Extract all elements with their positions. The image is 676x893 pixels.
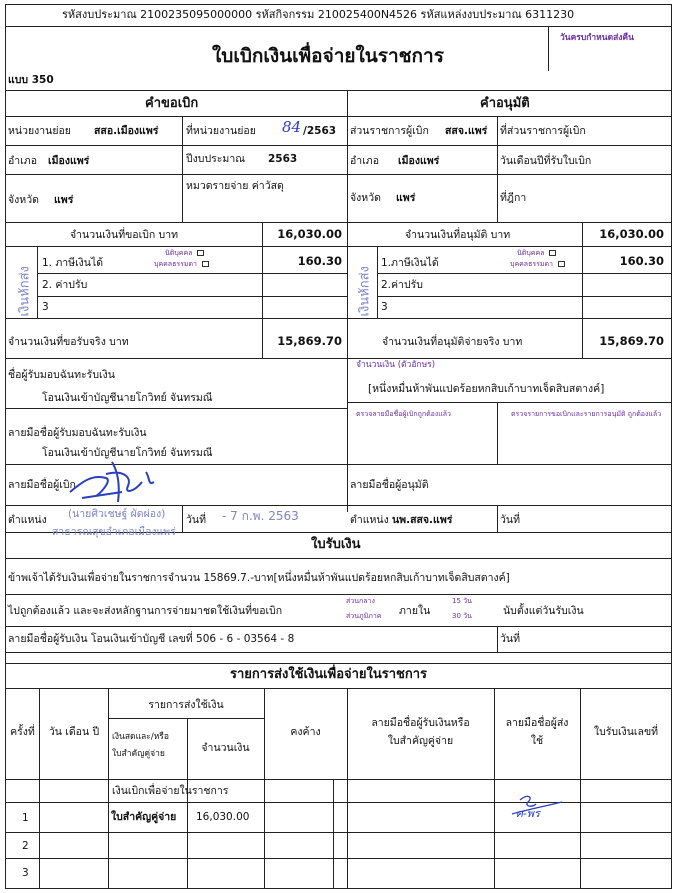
unit-no-year: /2563: [303, 125, 337, 137]
province-label: จังหวัด: [8, 194, 39, 206]
row-1-no: 1: [22, 812, 29, 824]
budget-codes: รหัสงบประมาณ 2100235095000000 รหัสกิจกรรม 210025400N4526 รหัสแหล่งงบประมาณ 6311230: [62, 8, 575, 21]
within-label: ภายใน: [399, 605, 431, 617]
rule: [5, 832, 672, 833]
col-cash-1: เงินสดและ/หรือ: [112, 732, 169, 742]
rule: [5, 246, 672, 247]
unit-value: สสอ.เมืองแพร่: [94, 125, 159, 137]
tax-label: 1. ภาษีเงินได้: [42, 257, 104, 269]
date-received-label: วันเดือนปีที่รับใบเบิก: [500, 155, 592, 167]
rule: [37, 296, 347, 297]
checkbox[interactable]: [558, 261, 565, 267]
check-signature: ตรวจลายมือชื่อผู้เบิกถูกต้องแล้ว: [356, 410, 451, 418]
receipt-heading: ใบรับเงิน: [311, 537, 361, 552]
rule: [5, 652, 672, 653]
request-amount-value: 16,030.00: [277, 227, 342, 241]
requester-sign-label: ลายมือชื่อผู้เบิก: [8, 479, 76, 491]
rule: [108, 688, 109, 889]
rule: [37, 246, 38, 318]
checkbox[interactable]: [549, 250, 556, 256]
rule: [264, 688, 265, 889]
approval-district-value: เมืองแพร่: [398, 155, 440, 167]
rule: [497, 402, 498, 464]
rule: [5, 802, 672, 803]
rule: [497, 626, 498, 652]
approval-province-label: จังหวัด: [350, 192, 381, 204]
rule: [182, 505, 183, 532]
net-label: จำนวนเงินที่ขอรับจริง บาท: [8, 336, 129, 348]
rule: [108, 718, 264, 719]
unit-no-label: ที่หน่วยงานย่อย: [186, 125, 256, 137]
office-value: สสจ.แพร่: [445, 125, 488, 137]
approval-tax-option-juristic: นิติบุคคล: [517, 249, 556, 257]
rule: [5, 594, 672, 595]
approval-heading: คำอนุมัติ: [480, 96, 530, 111]
office-label: ส่วนราชการผู้เบิก: [350, 125, 429, 137]
district-value: เมืองแพร่: [48, 155, 90, 167]
approval-position-label: ตำแหน่ง: [350, 514, 389, 526]
col-receipt: ใบรับเงินเลขที่: [593, 726, 659, 738]
deduction-stamp-right: เงินหักส่ง: [357, 266, 373, 317]
unit-label: หน่วยงานย่อย: [8, 125, 71, 137]
days-15: 15 วัน: [452, 597, 472, 605]
rule: [548, 26, 549, 71]
rule: [5, 858, 672, 859]
deadline-label: วันครบกำหนดส่งคืน: [560, 33, 634, 43]
approval-fine-label: 2.ค่าปรับ: [381, 279, 423, 291]
row-3-no: 3: [22, 867, 29, 879]
rule: [5, 318, 672, 319]
request-amount-label: จำนวนเงินที่ขอเบิก บาท: [70, 229, 179, 241]
receiver-sign: ลายมือชื่อผู้รับเงิน โอนเงินเข้าบัญชี เลขที่ 506 - 6 - 03564 - 8: [8, 633, 295, 645]
col-cash-2: ใบสำคัญคู่จ่าย: [112, 749, 165, 759]
rule: [5, 626, 672, 627]
rule: [377, 273, 672, 274]
fine-label: 2. ค่าปรับ: [42, 279, 88, 291]
receipt-line-2a: ไปถูกต้องแล้ว และจะส่งหลักฐานการจ่ายมาชดใช้เงินที่ขอเบิก: [8, 605, 283, 617]
category: หมวดรายจ่าย ค่าวัสดุ: [186, 180, 284, 192]
rule: [497, 505, 498, 532]
option-regional: ส่วนภูมิภาค: [346, 612, 382, 620]
col-sign-2: ใบสำคัญคู่จ่าย: [387, 735, 454, 747]
advance-row: เงินเบิกเพื่อจ่ายในราชการ: [112, 785, 229, 797]
receipt-line-1: ข้าพเจ้าได้รับเงินเพื่อจ่ายในราชการจำนวน 15869.7.-บาท[หนึ่งหมื่นห้าพันแปดร้อยหกสิบเก้าบาทเจ็ดสิบสตางค์]: [8, 572, 510, 584]
rule: [377, 296, 672, 297]
requester-date-stamp: - 7 ก.พ. 2563: [222, 509, 299, 523]
receipt-date-label: วันที่: [500, 633, 520, 645]
delegate-sign-value: โอนเงินเข้าบัญชีนายโกวิทย์ จันทรมณี: [42, 447, 213, 459]
rule: [377, 246, 378, 318]
rule: [5, 174, 672, 175]
rule: [497, 116, 498, 222]
fiscal-label: ปีงบประมาณ: [186, 153, 245, 165]
approval-province-value: แพร่: [396, 192, 416, 204]
receipt-line-2b: นับตั้งแต่วันรับเงิน: [503, 605, 584, 617]
position-label: ตำแหน่ง: [8, 514, 47, 526]
col-sender-1: ลายมือชื่อผู้ส่ง: [505, 717, 569, 729]
deduction-stamp-left: เงินหักส่ง: [17, 266, 33, 317]
rule: [5, 26, 672, 27]
col-sender-2: ใช้: [530, 735, 544, 747]
rule: [5, 222, 672, 223]
col-date: วัน เดือน ปี: [48, 726, 100, 738]
requester-date-label: วันที่: [186, 514, 206, 526]
approval-net-value: 15,869.70: [599, 334, 664, 348]
item-3: 3: [42, 301, 49, 313]
rule: [182, 116, 183, 222]
fiscal-value: 2563: [268, 153, 298, 165]
approval-tax-label: 1.ภาษีเงินได้: [381, 257, 439, 269]
rule: [333, 779, 334, 889]
approval-tax-option-person: บุคคลธรรมดา: [510, 260, 565, 268]
col-items: รายการส่งใช้เงิน: [148, 699, 224, 711]
province-value: แพร่: [54, 194, 74, 206]
row-1-sender: ศ-พร: [516, 807, 540, 820]
row-2-no: 2: [22, 840, 29, 852]
rule: [37, 273, 347, 274]
row-1-item: ใบสำคัญคู่จ่าย: [111, 811, 177, 823]
option-central: ส่วนกลาง: [346, 597, 375, 605]
requester-signature: [62, 452, 172, 508]
office-no-label: ที่ส่วนราชการผู้เบิก: [500, 125, 586, 137]
col-balance: คงค้าง: [290, 726, 321, 738]
form-title: ใบเบิกเงินเพื่อจ่ายในราชการ: [212, 45, 444, 67]
requester-title-stamp: สาธารณสุขอำเภอเมืองแพร่: [52, 526, 176, 538]
tax-option-juristic: นิติบุคคล: [165, 249, 204, 257]
rule: [347, 90, 348, 512]
rule: [5, 358, 672, 359]
rule: [5, 116, 672, 117]
tax-value: 160.30: [297, 254, 342, 268]
words-value: [หนึ่งหมื่นห้าพันแปดร้อยหกสิบเก้าบาทเจ็ดสิบสตางค์]: [368, 383, 605, 395]
net-value: 15,869.70: [277, 334, 342, 348]
check-items: ตรวจรายการขอเบิกและรายการอนุมัติ ถูกต้องแล้ว: [511, 410, 662, 418]
rule: [580, 688, 581, 889]
request-heading: คำขอเบิก: [145, 96, 199, 111]
words-label: จำนวนเงิน (ตัวอักษร): [356, 360, 436, 370]
report-heading: รายการส่งใช้เงินเพื่อจ่ายในราชการ: [230, 667, 428, 682]
approver-sign-label: ลายมือชื่อผู้อนุมัติ: [350, 479, 429, 491]
requester-name-stamp: (นายศิวเชษฐ์ ผัดผ่อง): [68, 508, 166, 520]
rule: [5, 558, 672, 559]
cashier-label: ที่ฎีกา: [500, 192, 527, 204]
delegate-label: ชื่อผู้รับมอบฉันทะรับเงิน: [8, 369, 115, 381]
checkbox[interactable]: [197, 250, 204, 256]
approval-amount-label: จำนวนเงินที่อนุมัติ บาท: [405, 229, 511, 241]
rule: [39, 688, 40, 889]
tax-option-person: บุคคลธรรมดา: [154, 260, 209, 268]
rule: [347, 402, 672, 403]
approval-amount-value: 16,030.00: [599, 227, 664, 241]
unit-no-handwritten: 84: [282, 118, 302, 136]
approval-tax-value: 160.30: [619, 254, 664, 268]
district-label: อำเภอ: [8, 155, 38, 167]
approval-item-3: 3: [381, 301, 388, 313]
row-1-amount: 16,030.00: [196, 811, 250, 823]
rule: [5, 408, 347, 409]
report-frame: [5, 663, 672, 889]
approval-position-value: นพ.สสจ.แพร่: [392, 514, 453, 526]
rule: [5, 90, 672, 91]
col-no: ครั้งที่: [10, 726, 35, 738]
approval-district-label: อำเภอ: [350, 155, 380, 167]
sender-signature: [506, 790, 566, 816]
delegate-sign-label: ลายมือชื่อผู้รับมอบฉันทะรับเงิน: [8, 427, 147, 439]
rule: [5, 145, 672, 146]
col-amount: จำนวนเงิน: [201, 742, 250, 754]
checkbox[interactable]: [202, 261, 209, 267]
rule: [5, 779, 672, 780]
form-number: แบบ 350: [8, 74, 54, 86]
approval-net-label: จำนวนเงินที่อนุมัติจ่ายจริง บาท: [382, 336, 523, 348]
delegate-value: โอนเงินเข้าบัญชีนายโกวิทย์ จันทรมณี: [42, 392, 213, 404]
approval-date-label: วันที่: [500, 514, 520, 526]
rule: [5, 688, 672, 689]
days-30: 30 วัน: [452, 612, 472, 620]
col-sign-1: ลายมือชื่อผู้รับเงินหรือ: [371, 717, 470, 729]
